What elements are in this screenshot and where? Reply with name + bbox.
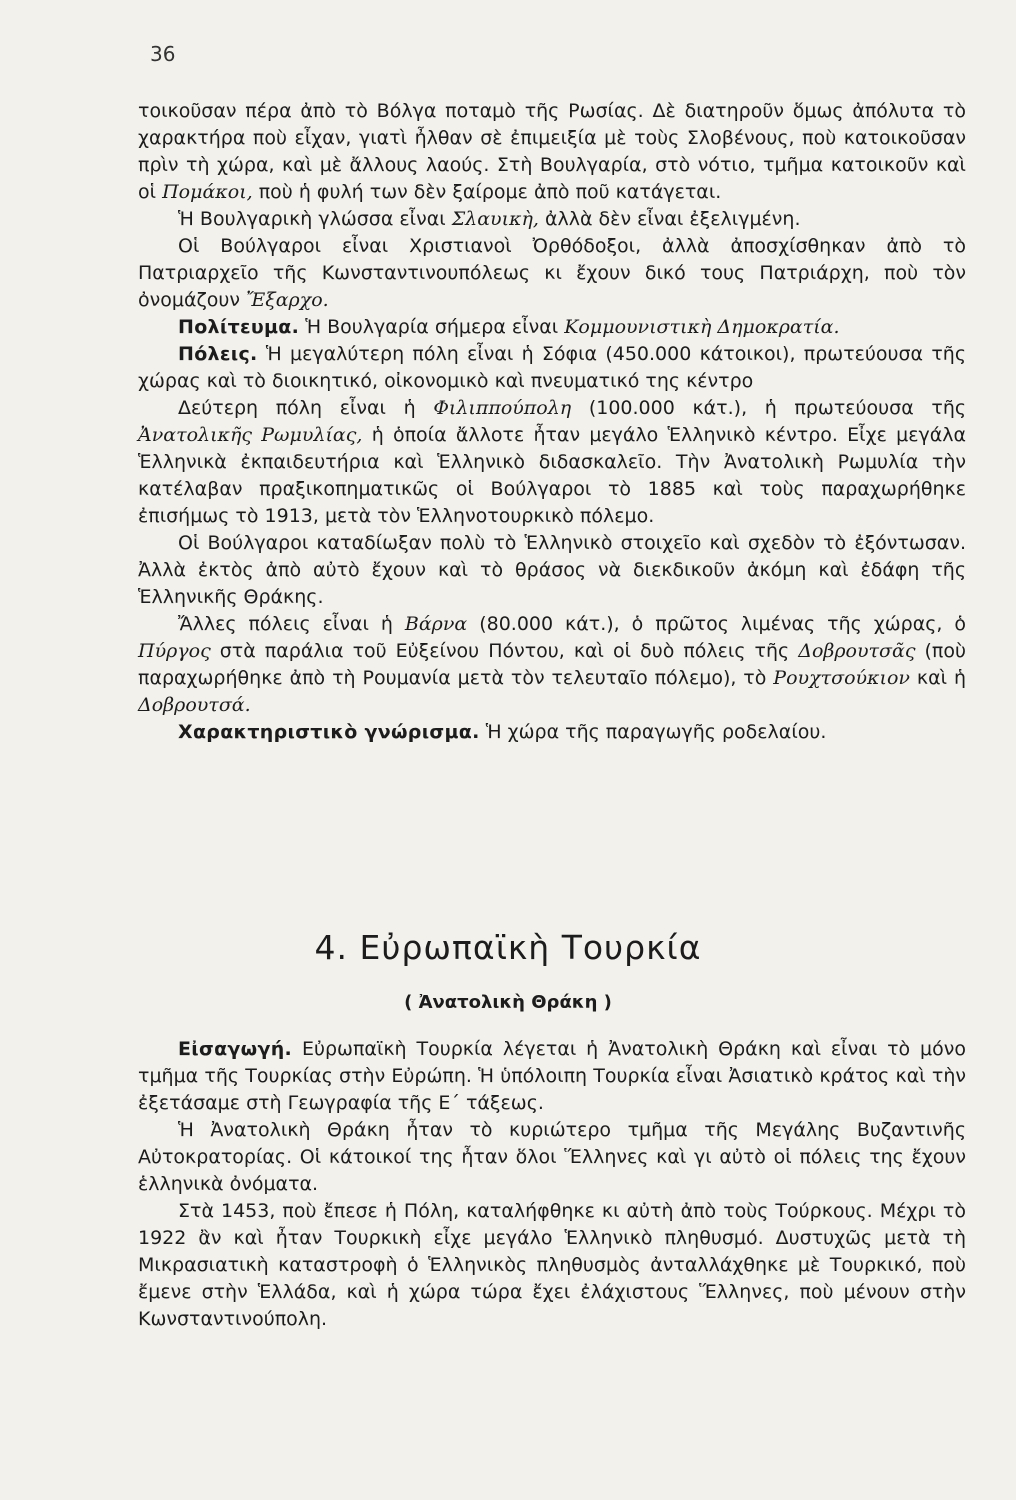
italic-term: Βάρνα [404,613,468,635]
section-label: Εἰσαγωγή. [178,1038,293,1060]
paragraph-plovdiv [138,395,966,530]
text-run: στὰ παράλια τοῦ Εὐξείνου Πόντου, καὶ οἱ δυὸ πόλεις τῆς [219,640,790,662]
italic-term: Ρουχτσούκιον [773,667,910,689]
section-label: Πόλεις. [178,343,258,365]
paragraph-cities [138,341,966,395]
text-run: Οἱ Βούλγαροι εἶναι Χριστιανοὶ Ὀρθόδοξοι, ἀλλὰ ἀποσχίσθηκαν ἀπὸ τὸ Πατριαρχεῖο τῆς Κωνσταντινουπόλεως κι ἔχουν δικό τους Πατριάρχη, ποὺ τὸν ὀνομάζουν [138,235,966,311]
chapter-subtitle: ( Ἀνατολικὴ Θράκη ) [404,992,612,1013]
paragraph-origins [138,98,966,206]
chapter-title: 4. Εὐρωπαϊκὴ Τουρκία [314,928,702,967]
text-run: (80.000 κάτ.), ὁ πρῶτος λιμένας τῆς χώρας, ὁ [479,613,966,635]
italic-term: Ἔξαρχο. [246,289,329,311]
italic-term: Δοβρουτσά. [138,694,251,716]
section-bulgaria-text [138,98,966,746]
text-run: Ἡ χώρα τῆς παραγωγῆς ροδελαίου. [485,721,827,743]
paragraph-persecution: Οἱ Βούλγαροι καταδίωξαν πολὺ τὸ Ἑλληνικὸ στοιχεῖο καὶ σχεδὸν τὸ ἐξόντωσαν. Ἀλλὰ ἐκτὸς ἀπὸ αὐτὸ ἔχουν καὶ τὸ θράσος νὰ διεκδικοῦν ἀκόμη καὶ ἐδάφη τῆς Ἑλληνικῆς Θράκης. [138,532,966,608]
italic-term: Ἀνατολικῆς Ρωμυλίας, [138,424,363,446]
paragraph-history: Στὰ 1453, ποὺ ἔπεσε ἡ Πόλη, καταλήφθηκε κι αὐτὴ ἀπὸ τοὺς Τούρκους. Μέχρι τὸ 1922 ἂν καὶ ἦταν Τουρκικὴ εἶχε μεγάλο Ἑλληνικὸ πληθυσμό. Δυστυχῶς μετὰ τὴ Μικρασιατικὴ καταστροφὴ ὁ Ἑλληνικὸς πληθυσμὸς ἀνταλλάχθηκε μὲ Τουρκικό, ποὺ ἔμενε στὴν Ἑλλάδα, καὶ ἡ χώρα τώρα ἔχει ἐλάχιστους Ἕλληνες, ποὺ μένουν στὴν Κωνσταντινούπολη. [138,1200,966,1330]
text-run: (100.000 κάτ.), ἡ πρωτεύουσα τῆς [588,397,967,419]
italic-term: Σλαυικὴ, [451,208,539,230]
page-number: 36 [150,42,176,66]
italic-term: Πομάκοι, [162,181,253,203]
paragraph-religion [138,233,966,314]
paragraph-characteristic [138,719,966,746]
paragraph-introduction [138,1036,966,1117]
text-run: (ποὺ παραχωρήθηκε ἀπὸ τὴ Ρουμανία μετὰ τὸν τελευταῖο πόλεμο), τὸ [138,640,966,689]
text-run: Δεύτερη πόλη εἶναι ἡ [178,397,416,419]
italic-term: Δοβρουτσᾶς [798,640,916,662]
paragraph-byzantine: Ἡ Ἀνατολικὴ Θράκη ἦταν τὸ κυριώτερο τμῆμα τῆς Μεγάλης Βυζαντινῆς Αὐτοκρατορίας. Οἱ κάτοικοί της ἦταν ὅλοι Ἕλληνες καὶ γι αὐτὸ οἱ πόλεις της ἔχουν ἑλληνικὰ ὀνόματα. [138,1119,966,1195]
text-run: Ἡ Βουλγαρία σήμερα εἶναι [305,316,559,338]
section-label: Χαρακτηριστικὸ γνώρισμα. [178,721,480,743]
text-run: Ἡ Βουλγαρικὴ γλώσσα εἶναι [178,208,446,230]
italic-term: Φιλιππούπολη [433,397,572,419]
paragraph-language [138,206,966,233]
text-run: Ἡ μεγαλύτερη πόλη εἶναι ἡ Σόφια (450.000 κάτοικοι), πρωτεύουσα τῆς χώρας καὶ τὸ διοικητικό, οἰκονομικὸ καὶ πνευματικό της κέντρο [138,343,966,392]
paragraph-other-cities [138,611,966,719]
section-label: Πολίτευμα. [178,316,300,338]
text-run: καὶ ἡ [916,667,966,689]
text-run: Εὐρωπαϊκὴ Τουρκία λέγεται ἡ Ἀνατολικὴ Θράκη καὶ εἶναι τὸ μόνο τμῆμα τῆς Τουρκίας στὴν Εὐρώπη. Ἡ ὑπόλοιπη Τουρκία εἶναι Ἀσιατικὸ κράτος καὶ τὴν ἐξετάσαμε στὴ Γεωγραφία τῆς Ε΄ τάξεως. [138,1038,966,1114]
section-turkey-text [138,1036,966,1333]
text-run: ἀλλὰ δὲν εἶναι ἐξελιγμένη. [544,208,801,230]
text-run: Ἄλλες πόλεις εἶναι ἡ [178,613,393,635]
text-run: ἡ ὁποία ἄλλοτε ἦταν μεγάλο Ἑλληνικὸ κέντρο. Εἶχε μεγάλα Ἑλληνικὰ ἐκπαιδευτήρια καὶ Ἑλληνικὸ διδασκαλεῖο. Τὴν Ἀνατολικὴ Ρωμυλία τὴν κατέλαβαν πραξικοπηματικῶς οἱ Βούλγαροι τὸ 1885 καὶ τοὺς παραχωρήθηκε ἐπισήμως τὸ 1913, μετὰ τὸν Ἑλληνοτουρκικὸ πόλεμο. [138,424,966,527]
italic-term: Πύργος [138,640,211,662]
text-run: ποὺ ἡ φυλή των δὲν ξαίρομε ἀπὸ ποῦ κατάγεται. [258,181,722,203]
paragraph-government [138,314,966,341]
text-run: τοικοῦσαν πέρα ἀπὸ τὸ Βόλγα ποταμὸ τῆς Ρωσίας. Δὲ διατηροῦν ὅμως ἀπόλυτα τὸ χαρακτήρα ποὺ εἶχαν, γιατὶ ἦλθαν σὲ ἐπιμειξία μὲ τοὺς Σλοβένους, ποὺ κατοικοῦσαν πρὶν τὴ χώρα, καὶ μὲ ἄλλους λαούς. Στὴ Βουλγαρία, στὸ νότιο, τμῆμα κατοικοῦν καὶ οἱ [138,100,966,203]
italic-term: Κομμουνιστικὴ Δημοκρατία. [564,316,840,338]
